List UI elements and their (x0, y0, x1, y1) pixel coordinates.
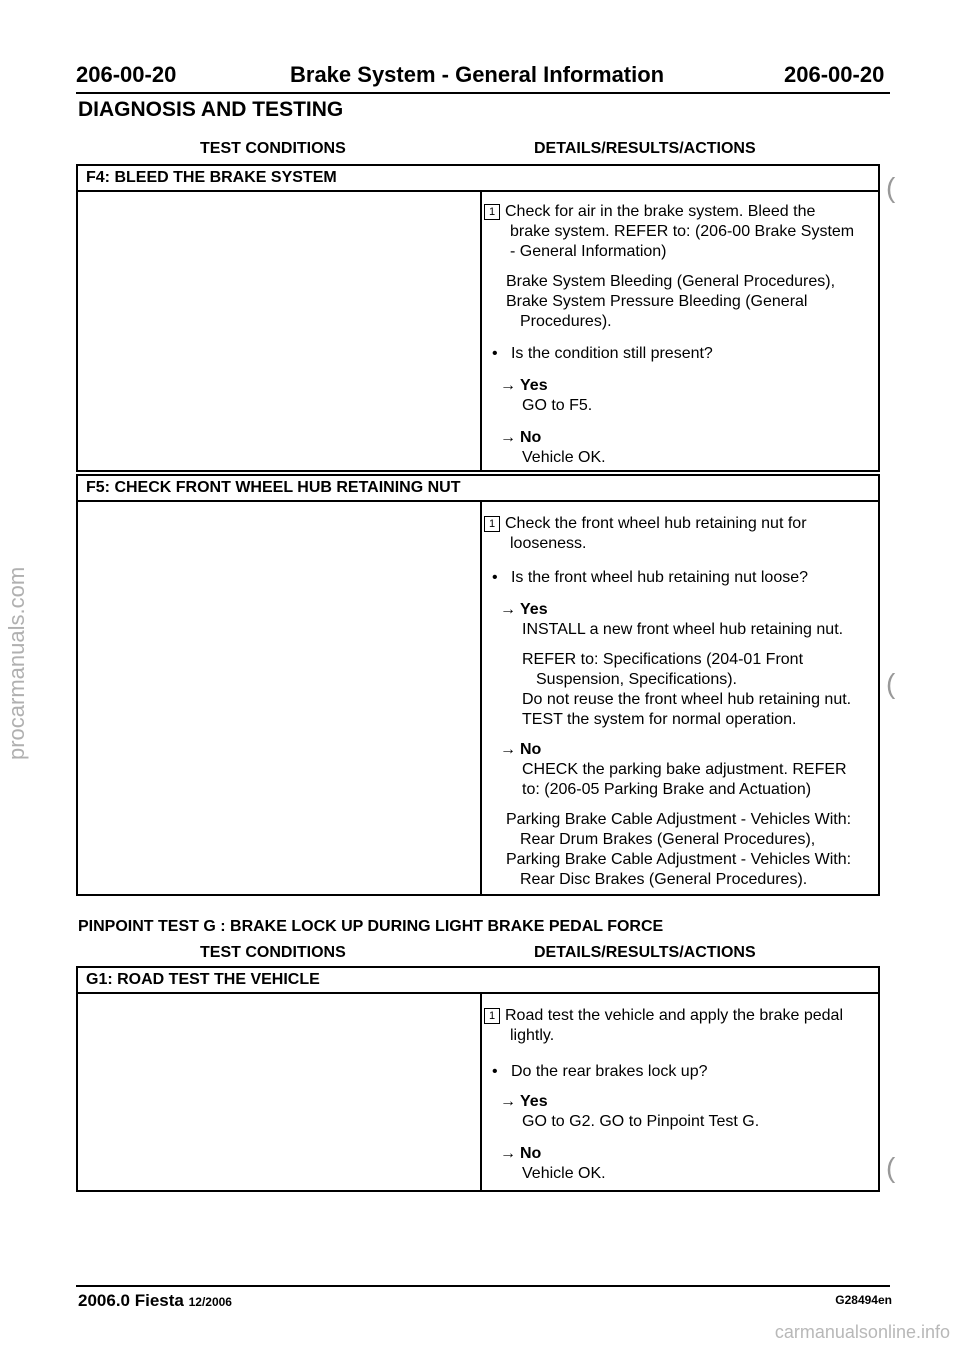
bottom-watermark: carmanualsonline.info (774, 1322, 950, 1342)
col-header-test-conditions: TEST CONDITIONS (200, 140, 346, 157)
column-divider (480, 192, 482, 470)
binder-mark-icon: ( (886, 668, 896, 699)
step-f5-no-reference: Parking Brake Cable Adjustment - Vehicles With: Rear Drum Brakes (General Procedures), Parking Brake Cable Adjustment - Vehicles With: Rear Disc Brakes (General Procedures). (506, 811, 852, 888)
arrow-right-icon: → (500, 1093, 516, 1110)
column-divider (480, 502, 482, 894)
page-header-title: Brake System - General Information (290, 62, 665, 87)
pinpoint-test-title: PINPOINT TEST G : BRAKE LOCK UP DURING LIGHT BRAKE PEDAL FORCE (78, 918, 664, 935)
step-g1-table (76, 966, 880, 1192)
step-g1-title: G1: ROAD TEST THE VEHICLE (78, 968, 878, 994)
bullet-icon: • (492, 569, 511, 586)
step-f4-yes: → Yes GO to F5. (500, 377, 593, 414)
page-code-left: 206-00-20 (76, 62, 177, 87)
step-f4-reference: Brake System Bleeding (General Procedures), Brake System Pressure Bleeding (General Procedures). (506, 273, 836, 330)
step-f5-yes: → Yes INSTALL a new front wheel hub retaining nut. (500, 601, 844, 638)
step-f5-yes-reference: REFER to: Specifications (204-01 Front Suspension, Specifications). Do not reuse the front wheel hub retaining nut. TEST the system for normal operation. (522, 651, 852, 728)
bullet-icon: • (492, 345, 511, 362)
step-number-box: 1 (484, 516, 500, 532)
step-f5-table (76, 474, 880, 896)
step-g1-question: • Do the rear brakes lock up? (492, 1063, 708, 1080)
side-watermark: procarmanuals.com (4, 566, 29, 760)
step-f4-no: → No Vehicle OK. (500, 429, 606, 466)
header-rule (76, 92, 890, 94)
footer-model: 2006.0 Fiesta 12/2006 (78, 1291, 232, 1310)
col-header-details: DETAILS/RESULTS/ACTIONS (534, 140, 756, 157)
section-title: DIAGNOSIS AND TESTING (78, 98, 344, 121)
col-header-test-conditions: TEST CONDITIONS (200, 944, 346, 961)
column-divider (480, 994, 482, 1190)
step-f4-check: 1 Check for air in the brake system. Bleed the brake system. REFER to: (206-00 Brake System - General Information) (484, 202, 882, 262)
footer-doc-code: G28494en (835, 1293, 892, 1307)
step-f4-table (76, 164, 880, 472)
step-f5-no: → No CHECK the parking bake adjustment. REFER to: (206-05 Parking Brake and Actuation) (500, 741, 847, 798)
arrow-right-icon: → (500, 377, 516, 394)
step-g1-check: 1 Road test the vehicle and apply the brake pedal lightly. (484, 1006, 882, 1046)
arrow-right-icon: → (500, 1145, 516, 1162)
step-f5-title: F5: CHECK FRONT WHEEL HUB RETAINING NUT (78, 476, 878, 502)
step-number-box: 1 (484, 204, 500, 220)
arrow-right-icon: → (500, 429, 516, 446)
page-code-right: 206-00-20 (784, 62, 885, 87)
footer-rule (76, 1285, 890, 1287)
binder-mark-icon: ( (886, 1152, 896, 1183)
step-g1-no: → No Vehicle OK. (500, 1145, 606, 1182)
bullet-icon: • (492, 1063, 511, 1080)
arrow-right-icon: → (500, 601, 516, 618)
step-f5-check: 1 Check the front wheel hub retaining nut for looseness. (484, 514, 882, 554)
step-f4-title: F4: BLEED THE BRAKE SYSTEM (78, 166, 878, 192)
step-number-box: 1 (484, 1008, 500, 1024)
arrow-right-icon: → (500, 741, 516, 758)
step-g1-yes: → Yes GO to G2. GO to Pinpoint Test G. (500, 1093, 760, 1130)
step-f4-question: • Is the condition still present? (492, 345, 713, 362)
step-f5-question: • Is the front wheel hub retaining nut loose? (492, 569, 809, 586)
binder-mark-icon: ( (886, 172, 896, 203)
col-header-details: DETAILS/RESULTS/ACTIONS (534, 944, 756, 961)
